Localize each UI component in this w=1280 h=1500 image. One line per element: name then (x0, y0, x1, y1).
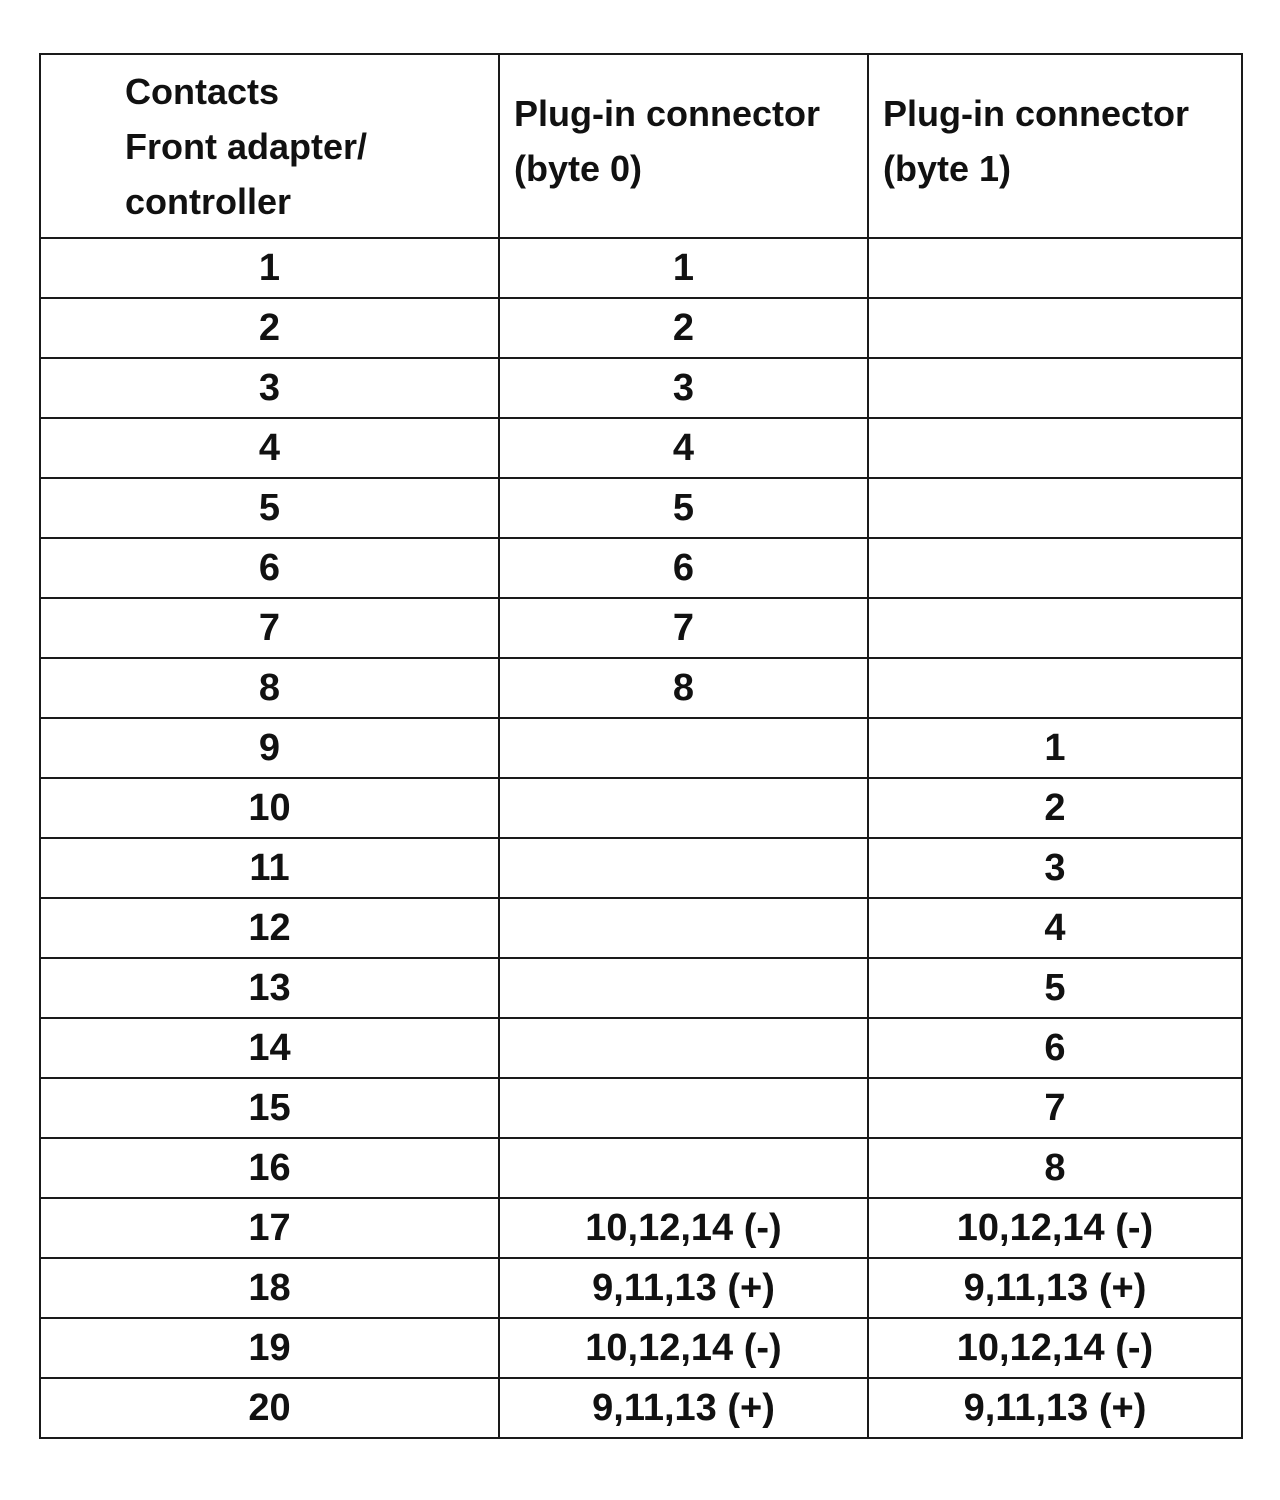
cell-byte1: 9,11,13 (+) (868, 1378, 1242, 1438)
cell-byte1 (868, 538, 1242, 598)
header-line: Front adapter/ (125, 125, 368, 167)
table-row (40, 898, 1242, 958)
cell-byte0 (499, 718, 868, 778)
table-header-row (40, 54, 1242, 238)
cell-byte0: 10,12,14 (-) (499, 1318, 868, 1378)
table-row (40, 958, 1242, 1018)
header-byte1 (868, 54, 1242, 238)
cell-byte0: 4 (499, 418, 868, 478)
table-row (40, 718, 1242, 778)
table-row (40, 1078, 1242, 1138)
cell-byte1: 10,12,14 (-) (868, 1198, 1242, 1258)
cell-byte0 (499, 958, 868, 1018)
cell-byte0: 5 (499, 478, 868, 538)
cell-byte1 (868, 658, 1242, 718)
cell-byte1: 9,11,13 (+) (868, 1258, 1242, 1318)
cell-contact: 4 (40, 418, 499, 478)
cell-byte0: 9,11,13 (+) (499, 1258, 868, 1318)
cell-byte1 (868, 478, 1242, 538)
cell-contact: 19 (40, 1318, 499, 1378)
cell-contact: 10 (40, 778, 499, 838)
table-row (40, 838, 1242, 898)
cell-byte0 (499, 838, 868, 898)
cell-byte0: 3 (499, 358, 868, 418)
table-row (40, 1378, 1242, 1438)
header-line: controller (125, 180, 292, 222)
table-row (40, 1138, 1242, 1198)
table-row (40, 778, 1242, 838)
cell-contact: 14 (40, 1018, 499, 1078)
cell-byte1 (868, 418, 1242, 478)
table-row (40, 538, 1242, 598)
cell-contact: 6 (40, 538, 499, 598)
pin-assignment-table (39, 53, 1243, 1439)
cell-byte1: 8 (868, 1138, 1242, 1198)
table-row (40, 298, 1242, 358)
table-row (40, 238, 1242, 298)
cell-byte1 (868, 358, 1242, 418)
table-row (40, 478, 1242, 538)
cell-byte1: 3 (868, 838, 1242, 898)
header-line: (byte 1) (883, 148, 1012, 189)
cell-byte1 (868, 298, 1242, 358)
cell-contact: 5 (40, 478, 499, 538)
cell-contact: 18 (40, 1258, 499, 1318)
cell-contact: 16 (40, 1138, 499, 1198)
cell-contact: 3 (40, 358, 499, 418)
cell-byte0: 2 (499, 298, 868, 358)
table-row (40, 1258, 1242, 1318)
cell-contact: 7 (40, 598, 499, 658)
cell-contact: 13 (40, 958, 499, 1018)
cell-byte0: 8 (499, 658, 868, 718)
header-contacts (40, 54, 499, 238)
cell-byte0: 7 (499, 598, 868, 658)
cell-contact: 1 (40, 238, 499, 298)
cell-byte0: 1 (499, 238, 868, 298)
cell-contact: 17 (40, 1198, 499, 1258)
cell-byte1: 5 (868, 958, 1242, 1018)
cell-byte0 (499, 1078, 868, 1138)
cell-byte1: 2 (868, 778, 1242, 838)
cell-byte1: 1 (868, 718, 1242, 778)
cell-byte1 (868, 238, 1242, 298)
cell-byte1: 10,12,14 (-) (868, 1318, 1242, 1378)
cell-contact: 12 (40, 898, 499, 958)
header-byte0 (499, 54, 868, 238)
table-row (40, 1018, 1242, 1078)
cell-byte0: 9,11,13 (+) (499, 1378, 868, 1438)
cell-byte1: 4 (868, 898, 1242, 958)
cell-contact: 15 (40, 1078, 499, 1138)
table-body (40, 238, 1242, 1438)
cell-byte1 (868, 598, 1242, 658)
cell-byte0: 6 (499, 538, 868, 598)
cell-byte0 (499, 1138, 868, 1198)
table-row (40, 358, 1242, 418)
table-row (40, 1198, 1242, 1258)
header-line: Plug-in connector (514, 93, 820, 134)
table-row (40, 658, 1242, 718)
cell-contact: 20 (40, 1378, 499, 1438)
table-row (40, 598, 1242, 658)
cell-contact: 9 (40, 718, 499, 778)
cell-byte1: 7 (868, 1078, 1242, 1138)
header-line: (byte 0) (514, 148, 643, 189)
header-line: Contacts (125, 70, 280, 112)
cell-contact: 8 (40, 658, 499, 718)
cell-contact: 2 (40, 298, 499, 358)
cell-byte1: 6 (868, 1018, 1242, 1078)
cell-byte0 (499, 1018, 868, 1078)
cell-byte0 (499, 778, 868, 838)
cell-byte0 (499, 898, 868, 958)
table-row (40, 1318, 1242, 1378)
table-row (40, 418, 1242, 478)
header-line: Plug-in connector (883, 93, 1189, 134)
cell-byte0: 10,12,14 (-) (499, 1198, 868, 1258)
cell-contact: 11 (40, 838, 499, 898)
